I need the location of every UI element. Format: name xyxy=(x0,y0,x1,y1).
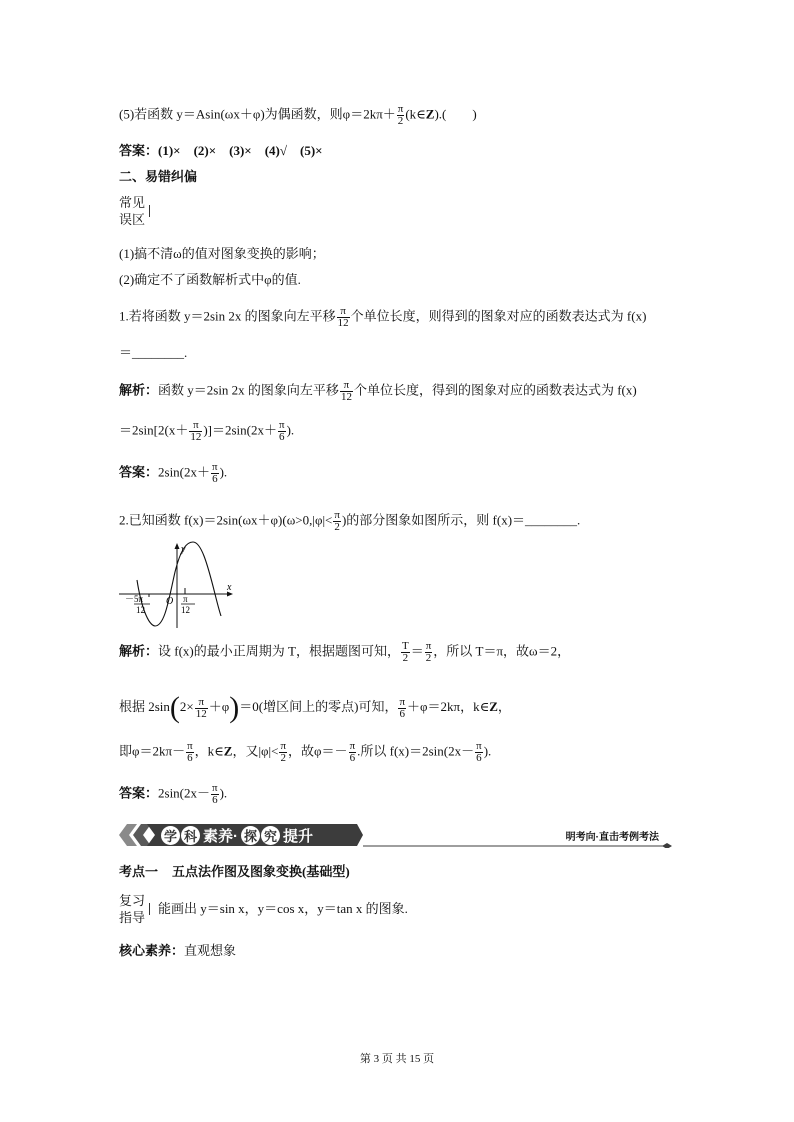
y-axis-label: y xyxy=(181,544,186,555)
problem-2: 2.已知函数 f(x)＝2sin(ωx＋φ)(ω>0,|φ|< $\frac{\pi}{2}$ )的部分图象如图所示，则 f(x)＝________. xyxy=(119,509,581,533)
left-tick-num: －5π xyxy=(125,594,144,604)
banner-right-text: 明考向·直击考例考法 xyxy=(565,832,659,843)
solution-1: 解析：函数 y＝2sin 2x 的图象向左平移 $\frac{\pi}{12}$ 个单位长度，得到的图象对应的函数表达式为 f(x) xyxy=(119,379,637,403)
key-point-1: 考点一 五点法作图及图象变换(基础型) xyxy=(119,864,350,879)
problem-1-blank: ＝________. xyxy=(119,345,188,360)
error-item-1: (1)搞不清ω的值对图象变换的影响； xyxy=(119,246,325,261)
review-guide: 复习 指导能画出 y＝sin x，y＝cos x，y＝tan x 的图象. xyxy=(119,893,408,925)
solution-2b: 根据 2sin(2× $\frac{\pi}{12}$ ＋φ)＝0(增区间上的零点)可知， $\frac{\pi}{6}$ ＋φ＝2kπ，k∈Z， xyxy=(119,691,511,724)
right-tick-num: π xyxy=(183,594,188,604)
core-literacy: 核心素养：直观想象 xyxy=(119,943,237,958)
error-item-2: (2)确定不了函数解析式中φ的值. xyxy=(119,272,301,287)
banner-text-1: 素养· xyxy=(203,827,238,845)
problem-1: 1.若将函数 y＝2sin 2x 的图象向左平移 $\frac{\pi}{12}$ 个单位长度，则得到的图象对应的函数表达式为 f(x) xyxy=(119,305,647,329)
section-banner xyxy=(119,822,679,848)
solution-1-cont: ＝2sin[2(x＋ $\frac{\pi}{12}$ )]＝2sin(2x＋ $\frac{\pi}{6}$ ). xyxy=(119,419,295,443)
banner-char-1: 学 xyxy=(161,826,180,845)
answer-2: 答案：2sin(2x＋ $\frac{\pi}{6}$ ). xyxy=(119,461,228,485)
banner-char-3: 探 xyxy=(241,826,260,845)
section-heading: 二、易错纠偏 xyxy=(119,169,198,184)
left-tick-den: 12 xyxy=(136,605,145,615)
sine-graph xyxy=(119,540,239,630)
solution-2a: 解析：设 f(x)的最小正周期为 T，根据题图可知， $\frac{T}{2}$ ＝ $\frac{\pi}{2}$ ，所以 T＝π，故ω＝2， xyxy=(119,640,571,664)
question-5: (5)若函数 y＝Asin(ωx＋φ)为偶函数，则φ＝2kπ＋ $\frac{\pi}{2}$ (k∈Z).( ) xyxy=(119,103,477,127)
answer-line-1: 答案：(1)× (2)× (3)× (4)√ (5)× xyxy=(119,143,323,158)
tag-common-mistakes: 常见 误区 xyxy=(119,194,154,228)
guide-text: 能画出 y＝sin x，y＝cos x，y＝tan x 的图象. xyxy=(158,901,408,916)
banner-char-2: 科 xyxy=(181,826,200,845)
right-tick-den: 12 xyxy=(181,605,190,615)
answer-3: 答案：2sin(2x－ $\frac{\pi}{6}$ ). xyxy=(119,782,228,806)
banner-char-4: 究 xyxy=(261,826,280,845)
page-footer: 第 3 页 共 15 页 xyxy=(359,1053,435,1065)
banner-text-2: 提升 xyxy=(283,827,314,845)
x-axis-label: x xyxy=(227,582,232,593)
solution-2c: 即φ＝2kπ－ $\frac{\pi}{6}$ ，k∈Z，又|φ|< $\frac{\pi}{2}$ ，故φ＝－ $\frac{\pi}{6}$ .所以 f(x)＝2sin(2x－ $\frac{\pi}{6}$ ). xyxy=(119,740,492,764)
origin-label: O xyxy=(166,596,174,607)
